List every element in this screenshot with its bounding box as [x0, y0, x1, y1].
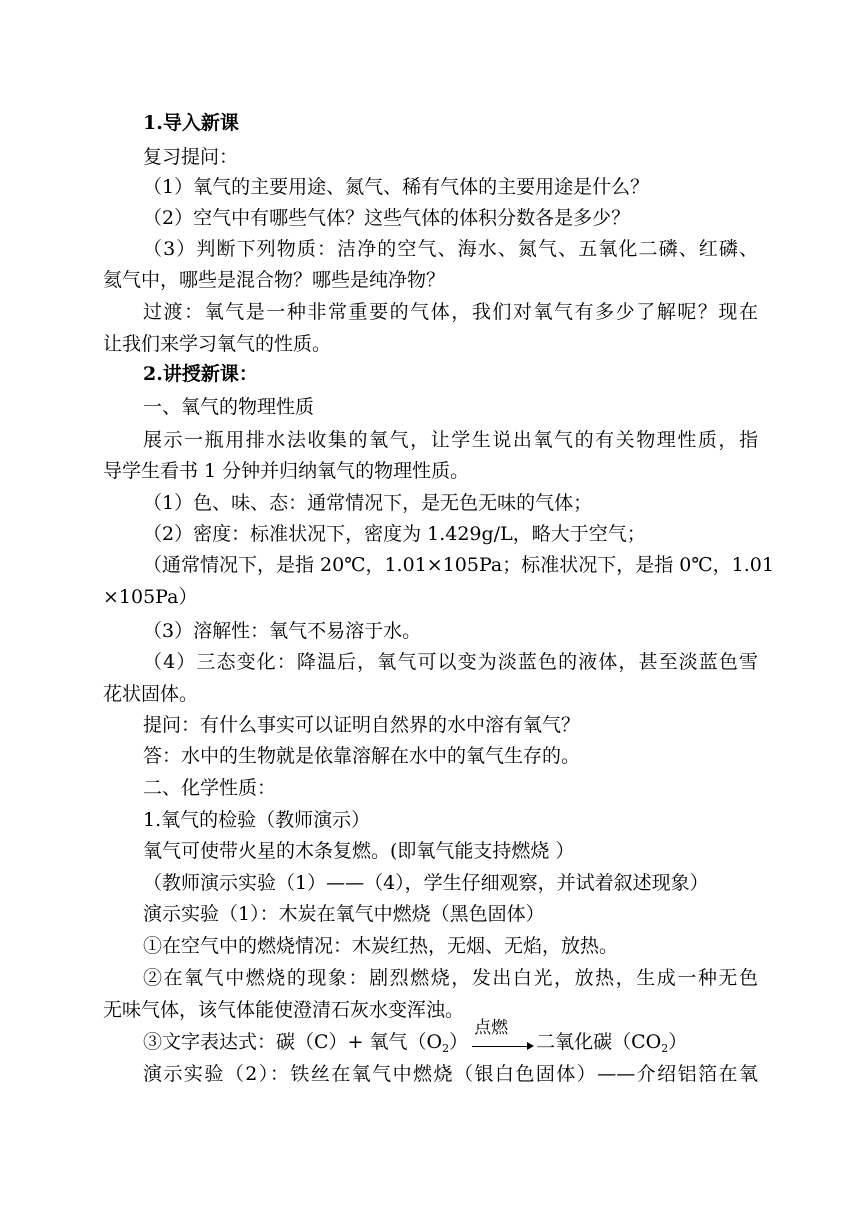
subsection-heading: 二、化学性质：: [143, 777, 277, 799]
paragraph-line: ②在氧气中燃烧的现象：剧烈燃烧，发出白光，放热，生成一种无色: [143, 967, 758, 989]
reaction-condition: 点燃: [474, 1018, 509, 1038]
paragraph-line: （1）色、味、态：通常情况下，是无色无味的气体；: [143, 492, 593, 514]
paragraph-line: 提问：有什么事实可以证明自然界的水中溶有氧气？: [143, 714, 581, 736]
equation-bracket: ）: [449, 1031, 469, 1053]
paragraph-line: （3）判断下列物质：洁净的空气、海水、氮气、五氧化二磷、红磷、: [143, 238, 758, 260]
paragraph-line: 复习提问：: [143, 146, 239, 168]
section-heading-intro: 1.导入新课: [143, 112, 239, 134]
paragraph-line: 过渡：氧气是一种非常重要的气体，我们对氧气有多少了解呢？现在: [143, 301, 758, 323]
reaction-arrow-icon: [470, 1018, 534, 1055]
subscript-2: 2: [442, 1042, 450, 1055]
paragraph-line: （1）氧气的主要用途、氮气、稀有气体的主要用途是什么？: [143, 176, 650, 198]
paragraph-line: （2）密度：标准状况下，密度为 1.429g/L，略大于空气；: [143, 523, 646, 545]
paragraph-line: 无味气体，该气体能使澄清石灰水变浑浊。: [103, 999, 465, 1021]
paragraph-line: ×105Pa）: [103, 586, 198, 608]
paragraph-line: （3）溶解性：氧气不易溶于水。: [143, 620, 422, 642]
paragraph-line: 1.氧气的检验（教师演示）: [143, 809, 371, 831]
paragraph-line: 氦气中，哪些是混合物？哪些是纯净物？: [103, 269, 446, 291]
paragraph-line: 展示一瓶用排水法收集的氧气，让学生说出氧气的有关物理性质，指: [143, 429, 758, 451]
equation-reactants: ③文字表达式：碳（C）+ 氧气（O: [143, 1031, 443, 1053]
paragraph-line: ①在空气中的燃烧情况：木炭红热，无烟、无焰，放热。: [143, 935, 619, 957]
paragraph-line: 导学生看书 1 分钟并归纳氧气的物理性质。: [103, 460, 470, 482]
paragraph-line: （通常情况下，是指 20℃，1.01×105Pa；标准状况下，是指 0℃，1.01: [143, 554, 774, 576]
word-equation: [143, 1018, 758, 1059]
paragraph-line: （教师演示实验（1）——（4），学生仔细观察，并试着叙述现象）: [143, 872, 709, 894]
paragraph-line: （4）三态变化：降温后，氧气可以变为淡蓝色的液体，甚至淡蓝色雪: [143, 651, 758, 673]
paragraph-line: 演示实验（2）：铁丝在氧气中燃烧（银白色固体）——介绍铝箔在氧: [143, 1063, 758, 1085]
equation-bracket: ）: [668, 1031, 688, 1053]
paragraph-line: 答：水中的生物就是依靠溶解在水中的氧气生存的。: [143, 745, 581, 767]
paragraph-line: 让我们来学习氧气的性质。: [103, 333, 332, 355]
paragraph-line: 花状固体。: [103, 683, 199, 705]
section-heading-lecture: 2.讲授新课：: [143, 363, 258, 385]
paragraph-line: （2）空气中有哪些气体？这些气体的体积分数各是多少？: [143, 207, 631, 229]
equation-product: 二氧化碳（CO: [536, 1031, 662, 1053]
subscript-2: 2: [661, 1042, 669, 1055]
paragraph-line: 演示实验（1）：木炭在氧气中燃烧（黑色固体）: [143, 903, 545, 925]
subsection-heading: 一、氧气的物理性质: [143, 396, 315, 418]
paragraph-line: 氧气可使带火星的木条复燃。(即氧气能支持燃烧 ）: [143, 840, 575, 862]
